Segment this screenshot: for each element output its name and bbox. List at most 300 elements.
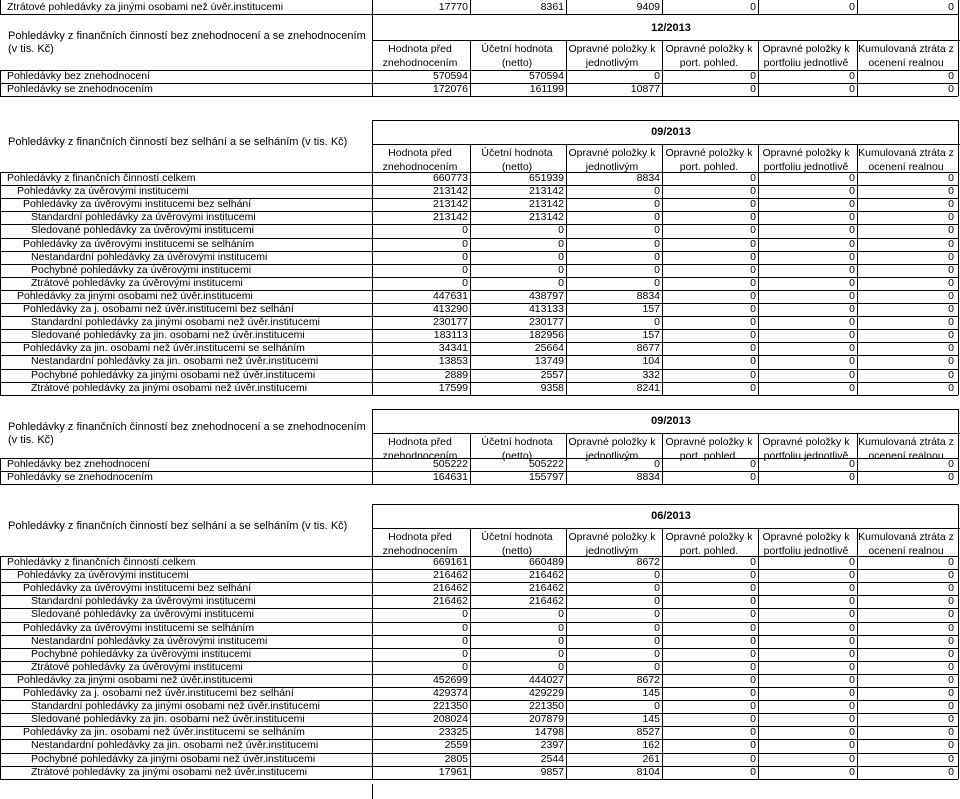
cell-value: 8834 <box>636 289 660 302</box>
cell-value: 0 <box>849 303 855 315</box>
column-header: Opravné položky k portfoliu jednotlivě <box>762 436 850 462</box>
cell-value: 162 <box>642 739 660 752</box>
cell-value: 0 <box>948 276 954 289</box>
table-row <box>0 674 960 687</box>
column-border <box>0 0 1 14</box>
cell-value: 0 <box>750 211 756 224</box>
table-row <box>0 635 960 648</box>
cell-value: 0 <box>654 70 660 82</box>
row-label: Pohledávky za úvěrovými institucemi se selháním <box>23 621 255 634</box>
cell-value: 570594 <box>528 70 564 82</box>
table-row <box>0 316 960 329</box>
section-header <box>0 405 960 462</box>
column-header: Kumulovaná ztráta z ocenení realnou <box>858 531 954 557</box>
table-row <box>0 726 960 739</box>
cell-value: 0 <box>558 237 564 250</box>
cell-value: 261 <box>642 752 660 765</box>
cell-value: 0 <box>849 660 855 673</box>
cell-value: 0 <box>462 621 468 634</box>
cell-value: 17599 <box>438 381 468 394</box>
cell-value: 0 <box>948 569 954 582</box>
cell-value: 216462 <box>528 595 564 608</box>
header-top-border <box>372 14 958 15</box>
table-section <box>0 405 960 484</box>
cell-value: 157 <box>642 303 660 315</box>
cell-value: 0 <box>849 368 855 381</box>
row-border <box>0 484 958 485</box>
table-row <box>0 582 960 595</box>
cell-value: 0 <box>750 569 756 582</box>
cell-value: 216462 <box>432 569 468 582</box>
table-row <box>0 608 960 621</box>
column-border <box>857 0 858 14</box>
cell-value: 0 <box>750 726 756 739</box>
row-label: Pohledávky za j. osobami než úvěr.institucemi bez selhání <box>23 687 294 699</box>
cell-value: 0 <box>750 673 756 686</box>
cell-value: 0 <box>849 224 855 237</box>
cell-value: 444027 <box>528 673 564 686</box>
cell-value: 182956 <box>528 329 564 342</box>
row-label: Ztrátové pohledávky za jinými osobami než úvěr.institucemi <box>7 1 284 13</box>
cell-value: 0 <box>750 381 756 394</box>
cell-value: 0 <box>654 621 660 634</box>
cell-value: 0 <box>948 621 954 634</box>
cell-value: 0 <box>948 289 954 302</box>
row-border <box>0 395 958 396</box>
cell-value: 213142 <box>432 211 468 224</box>
cell-value: 0 <box>948 634 954 647</box>
cell-value: 0 <box>750 621 756 634</box>
row-label: Pohledávky za jinými osobami než úvěr.institucemi <box>17 673 253 686</box>
column-header: Hodnota před znehodnocením <box>382 43 458 69</box>
table-row <box>0 661 960 674</box>
row-label: Ztrátové pohledávky za jinými osobami než úvěr.institucemi <box>31 765 308 778</box>
cell-value: 0 <box>654 595 660 608</box>
cell-value: 0 <box>849 765 855 778</box>
cell-value: 0 <box>750 303 756 315</box>
table-row <box>0 224 960 237</box>
table-row <box>0 70 960 83</box>
table-row <box>0 648 960 661</box>
row-label: Standardní pohledávky za jinými osobami než úvěr.institucemi <box>31 316 320 329</box>
cell-value: 155797 <box>528 471 564 484</box>
row-label: Pohledávky za úvěrovými institucemi bez selhání <box>23 582 252 595</box>
period-label: 12/2013 <box>651 22 691 34</box>
row-label: Nestandardní pohledávky za jin. osobami než úvěr.institucemi <box>31 355 319 368</box>
cell-value: 0 <box>849 687 855 699</box>
row-label: Pohledávky za jin. osobami než úvěr.institucemi se selháním <box>23 726 305 739</box>
header-divider <box>372 528 960 529</box>
cell-value: 8527 <box>636 726 660 739</box>
column-header: Kumulovaná ztráta z ocenení realnou <box>858 147 954 173</box>
table-row <box>0 172 960 185</box>
cell-value: 161199 <box>529 83 564 96</box>
cell-value: 0 <box>849 289 855 302</box>
cell-value: 0 <box>750 355 756 368</box>
row-label: Pohledávky bez znehodnocení <box>7 458 151 470</box>
cell-value: 213142 <box>432 185 468 198</box>
cell-value: 429374 <box>432 687 468 699</box>
cell-value: 0 <box>849 673 855 686</box>
cell-value: 0 <box>948 660 954 673</box>
cell-value: 0 <box>948 368 954 381</box>
cell-value: 216462 <box>432 595 468 608</box>
column-border <box>566 0 567 14</box>
cell-value: 413133 <box>528 303 564 315</box>
cell-value: 570594 <box>432 70 468 82</box>
cell-value: 0 <box>948 1 954 13</box>
cell-value: 447631 <box>432 289 468 302</box>
cell-value: 0 <box>750 700 756 713</box>
row-label: Pochybné pohledávky za jinými osobami než úvěr.institucemi <box>31 368 316 381</box>
cell-value: 0 <box>849 1 855 13</box>
table-row <box>0 713 960 726</box>
cell-value: 0 <box>849 250 855 263</box>
cell-value: 0 <box>750 752 756 765</box>
cell-value: 213142 <box>432 198 468 211</box>
column-header: Opravné položky k jednotlivým <box>568 531 656 557</box>
period-label: 06/2013 <box>651 510 691 522</box>
table-row <box>0 382 960 395</box>
cell-value: 145 <box>642 687 660 699</box>
column-border <box>958 0 959 14</box>
table-row <box>0 595 960 608</box>
cell-value: 0 <box>948 355 954 368</box>
row-label: Ztrátové pohledávky za jinými osobami než úvěr.institucemi <box>31 381 308 394</box>
cell-value: 34341 <box>438 342 468 355</box>
cell-value: 651939 <box>528 172 564 184</box>
cell-value: 8834 <box>636 172 660 184</box>
row-label: Nestandardní pohledávky za úvěrovými institucemi <box>31 250 268 263</box>
cell-value: 0 <box>948 700 954 713</box>
column-header: Opravné položky k port. pohled. <box>665 531 753 557</box>
cell-value: 0 <box>750 687 756 699</box>
header-divider <box>372 40 960 41</box>
cell-value: 10877 <box>630 83 660 96</box>
cell-value: 0 <box>948 471 954 484</box>
cell-value: 0 <box>849 355 855 368</box>
cell-value: 0 <box>558 250 564 263</box>
cell-value: 0 <box>750 342 756 355</box>
cell-value: 0 <box>849 556 855 568</box>
cell-value: 0 <box>654 608 660 621</box>
cell-value: 8672 <box>636 556 660 568</box>
cell-value: 230177 <box>432 316 468 329</box>
column-header: Hodnota před znehodnocením <box>382 436 458 462</box>
table-section <box>0 500 960 778</box>
cell-value: 0 <box>849 595 855 608</box>
column-header: Kumulovaná ztráta z ocenení realnou <box>858 43 954 69</box>
cell-value: 9358 <box>540 381 564 394</box>
row-label: Pohledávky za úvěrovými institucemi se selháním <box>23 237 255 250</box>
cell-value: 0 <box>849 276 855 289</box>
row-label: Pochybné pohledávky za úvěrovými institucemi <box>31 647 252 660</box>
cell-value: 0 <box>654 458 660 470</box>
table-row <box>0 700 960 713</box>
cell-value: 0 <box>948 329 954 342</box>
cell-value: 0 <box>948 687 954 699</box>
cell-value: 0 <box>849 70 855 82</box>
cell-value: 0 <box>654 582 660 595</box>
header-divider <box>372 144 960 145</box>
cell-value: 0 <box>948 752 954 765</box>
cell-value: 0 <box>849 582 855 595</box>
cell-value: 0 <box>654 569 660 582</box>
cell-value: 505222 <box>432 458 468 470</box>
cell-value: 0 <box>948 198 954 211</box>
cell-value: 0 <box>750 1 756 13</box>
cell-value: 0 <box>750 250 756 263</box>
cell-value: 0 <box>654 224 660 237</box>
cell-value: 0 <box>654 700 660 713</box>
cell-value: 429229 <box>528 687 564 699</box>
cell-value: 669161 <box>432 556 468 568</box>
header-top-border <box>372 409 958 410</box>
table-row <box>0 83 960 96</box>
table-row <box>0 687 960 700</box>
cell-value: 0 <box>750 263 756 276</box>
cell-value: 0 <box>948 263 954 276</box>
section-header <box>0 116 960 172</box>
cell-value: 9409 <box>636 1 660 13</box>
cell-value: 0 <box>750 185 756 198</box>
cell-value: 0 <box>948 185 954 198</box>
cell-value: 0 <box>654 198 660 211</box>
cell-value: 0 <box>849 713 855 726</box>
cell-value: 0 <box>750 713 756 726</box>
table-row <box>0 622 960 635</box>
cell-value: 0 <box>849 569 855 582</box>
cell-value: 0 <box>462 224 468 237</box>
cell-value: 0 <box>948 647 954 660</box>
column-border <box>372 784 373 799</box>
table-row <box>0 766 960 779</box>
table-row <box>0 211 960 224</box>
cell-value: 104 <box>642 355 660 368</box>
cell-value: 0 <box>948 250 954 263</box>
cell-value: 0 <box>462 608 468 621</box>
cell-value: 0 <box>948 673 954 686</box>
cell-value: 0 <box>750 634 756 647</box>
cell-value: 0 <box>462 263 468 276</box>
cell-value: 8677 <box>636 342 660 355</box>
cell-value: 0 <box>750 660 756 673</box>
table-row <box>0 1 960 14</box>
cell-value: 0 <box>948 224 954 237</box>
cell-value: 13749 <box>534 355 564 368</box>
cell-value: 0 <box>849 621 855 634</box>
cell-value: 0 <box>654 660 660 673</box>
cell-value: 213142 <box>528 211 564 224</box>
cell-value: 660773 <box>432 172 468 184</box>
cell-value: 0 <box>750 172 756 184</box>
cell-value: 157 <box>642 329 660 342</box>
cell-value: 23325 <box>438 726 468 739</box>
cell-value: 0 <box>750 289 756 302</box>
cell-value: 0 <box>750 595 756 608</box>
cell-value: 0 <box>948 608 954 621</box>
row-label: Pohledávky za j. osobami než úvěr.institucemi bez selhání <box>23 303 294 315</box>
cell-value: 0 <box>462 237 468 250</box>
column-border <box>372 0 373 14</box>
cell-value: 0 <box>948 211 954 224</box>
cell-value: 208024 <box>432 713 468 726</box>
cell-value: 17961 <box>438 765 468 778</box>
cell-value: 0 <box>750 368 756 381</box>
cell-value: 0 <box>558 647 564 660</box>
cell-value: 0 <box>849 83 855 96</box>
cell-value: 0 <box>948 237 954 250</box>
cell-value: 0 <box>849 211 855 224</box>
cell-value: 0 <box>948 83 954 96</box>
column-header: Opravné položky k portfoliu jednotlivě <box>762 43 850 69</box>
cell-value: 0 <box>750 237 756 250</box>
cell-value: 221350 <box>528 700 564 713</box>
row-label: Pohledávky za úvěrovými institucemi <box>17 185 189 198</box>
table-row <box>0 185 960 198</box>
row-label: Sledované pohledávky za úvěrovými institucemi <box>31 608 254 621</box>
cell-value: 0 <box>750 198 756 211</box>
cell-value: 8672 <box>636 673 660 686</box>
cell-value: 0 <box>948 342 954 355</box>
cell-value: 0 <box>654 276 660 289</box>
table-section <box>0 116 960 394</box>
cell-value: 0 <box>849 381 855 394</box>
header-divider <box>372 433 960 434</box>
cell-value: 164631 <box>432 471 468 484</box>
cell-value: 0 <box>849 329 855 342</box>
column-header: Účetní hodnota (netto) <box>481 147 553 173</box>
cell-value: 0 <box>948 172 954 184</box>
row-label: Pohledávky se znehodnocením <box>7 471 153 484</box>
row-label: Pohledávky za úvěrovými institucemi <box>17 569 189 582</box>
cell-value: 2557 <box>540 368 564 381</box>
cell-value: 25664 <box>534 342 564 355</box>
cell-value: 2397 <box>540 739 564 752</box>
section-title: Pohledávky z finančních činností bez znehodnocení a se znehodnocením (v tis. Kč) <box>8 421 366 446</box>
cell-value: 230177 <box>528 316 564 329</box>
cell-value: 0 <box>849 752 855 765</box>
cell-value: 438797 <box>528 289 564 302</box>
row-label: Pochybné pohledávky za úvěrovými institucemi <box>31 263 252 276</box>
cell-value: 207879 <box>528 713 564 726</box>
cell-value: 0 <box>654 634 660 647</box>
cell-value: 0 <box>849 700 855 713</box>
column-header: Kumulovaná ztráta z ocenení realnou <box>858 436 954 462</box>
row-label: Sledované pohledávky za úvěrovými institucemi <box>31 224 254 237</box>
table-row <box>0 251 960 264</box>
cell-value: 0 <box>948 303 954 315</box>
cell-value: 0 <box>750 556 756 568</box>
cell-value: 0 <box>750 647 756 660</box>
column-header: Opravné položky k jednotlivým <box>568 43 656 69</box>
table-row <box>0 198 960 211</box>
column-header: Účetní hodnota (netto) <box>481 43 553 69</box>
cell-value: 216462 <box>432 582 468 595</box>
cell-value: 0 <box>849 198 855 211</box>
cell-value: 332 <box>642 368 660 381</box>
table-row <box>0 277 960 290</box>
period-label: 09/2013 <box>651 415 691 427</box>
cell-value: 0 <box>849 316 855 329</box>
cell-value: 0 <box>462 634 468 647</box>
column-header: Hodnota před znehodnocením <box>382 147 458 173</box>
cell-value: 0 <box>849 608 855 621</box>
cell-value: 660489 <box>528 556 564 568</box>
cell-value: 0 <box>849 237 855 250</box>
section-title: Pohledávky z finančních činností bez selhání a se selháním (v tis. Kč) <box>8 520 348 532</box>
cell-value: 0 <box>948 556 954 568</box>
table-row <box>0 471 960 484</box>
section-title: Pohledávky z finančních činností bez selhání a se selháním (v tis. Kč) <box>8 136 348 148</box>
cell-value: 2889 <box>444 368 468 381</box>
cell-value: 213142 <box>528 198 564 211</box>
row-label: Sledované pohledávky za jin. osobami než úvěr.institucemi <box>31 713 305 726</box>
cell-value: 0 <box>750 329 756 342</box>
cell-value: 0 <box>654 237 660 250</box>
cell-value: 0 <box>654 316 660 329</box>
header-top-border <box>372 504 958 505</box>
table-row <box>0 303 960 316</box>
cell-value: 452699 <box>432 673 468 686</box>
cell-value: 0 <box>948 70 954 82</box>
row-label: Standardní pohledávky za úvěrovými institucemi <box>31 211 256 224</box>
cell-value: 0 <box>849 634 855 647</box>
table-row <box>0 569 960 582</box>
cell-value: 0 <box>654 647 660 660</box>
row-label: Pohledávky z finančních činností celkem <box>7 172 196 184</box>
cell-value: 0 <box>558 224 564 237</box>
row-label: Pohledávky za jin. osobami než úvěr.institucemi se selháním <box>23 342 305 355</box>
column-header: Hodnota před znehodnocením <box>382 531 458 557</box>
cell-value: 2805 <box>444 752 468 765</box>
row-label: Pohledávky se znehodnocením <box>7 83 153 96</box>
cell-value: 8104 <box>636 765 660 778</box>
cell-value: 413290 <box>432 303 468 315</box>
column-header: Opravné položky k jednotlivým <box>568 147 656 173</box>
cell-value: 0 <box>948 458 954 470</box>
cell-value: 0 <box>948 316 954 329</box>
cell-value: 183113 <box>433 329 468 342</box>
cell-value: 0 <box>849 726 855 739</box>
cell-value: 0 <box>750 224 756 237</box>
row-label: Pohledávky z finančních činností celkem <box>7 556 196 568</box>
cell-value: 0 <box>849 342 855 355</box>
cell-value: 0 <box>849 185 855 198</box>
column-header: Opravné položky k port. pohled. <box>665 147 753 173</box>
table-row <box>0 238 960 251</box>
cell-value: 0 <box>849 739 855 752</box>
cell-value: 13853 <box>438 355 468 368</box>
column-header: Účetní hodnota (netto) <box>481 531 553 557</box>
cell-value: 8241 <box>636 381 660 394</box>
cell-value: 2559 <box>444 739 468 752</box>
cell-value: 9857 <box>540 765 564 778</box>
row-label: Standardní pohledávky za jinými osobami než úvěr.institucemi <box>31 700 320 713</box>
cell-value: 172076 <box>432 83 468 96</box>
cell-value: 0 <box>849 647 855 660</box>
row-label: Pochybné pohledávky za jinými osobami než úvěr.institucemi <box>31 752 316 765</box>
cell-value: 145 <box>642 713 660 726</box>
table-row <box>0 342 960 355</box>
cell-value: 0 <box>849 471 855 484</box>
table-row <box>0 369 960 382</box>
cell-value: 0 <box>750 458 756 470</box>
section-title: Pohledávky z finančních činností bez znehodnocení a se znehodnocením (v tis. Kč) <box>8 30 366 55</box>
row-border <box>0 96 958 97</box>
column-border <box>758 0 759 14</box>
table-row <box>0 556 960 569</box>
